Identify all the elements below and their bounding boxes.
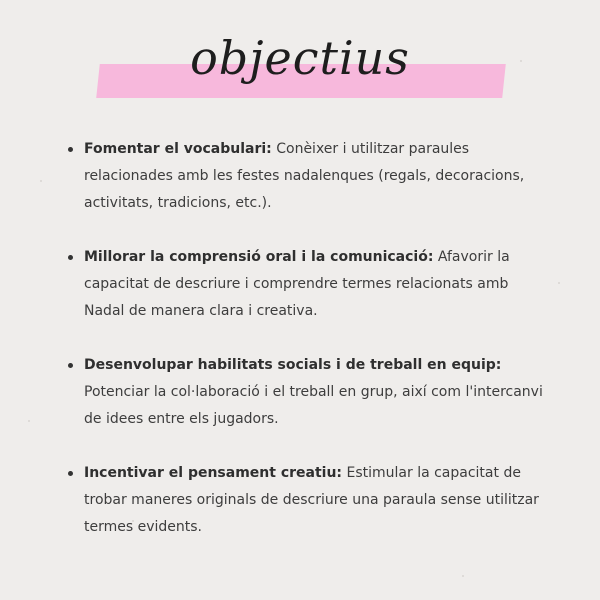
objective-item [66, 244, 546, 325]
bullet-icon [68, 255, 73, 260]
objective-title: Millorar la comprensió oral i la comunicació: [84, 249, 434, 265]
objective-text: Estimular la capacitat de trobar maneres originals de descriure una paraula sense utilitzar termes evidents. [84, 465, 539, 535]
paper-speck [40, 180, 42, 182]
bullet-icon [68, 147, 73, 152]
objective-item [66, 352, 546, 433]
objective-title: Incentivar el pensament creatiu: [84, 465, 343, 481]
objectives-list [66, 136, 546, 568]
objective-item [66, 460, 546, 541]
bullet-icon [68, 471, 73, 476]
objective-title: Desenvolupar habilitats socials i de treball en equip: [84, 357, 502, 373]
paper-speck [28, 420, 30, 422]
paper-speck [462, 575, 464, 577]
objective-text: Afavorir la capacitat de descriure i comprendre termes relacionats amb Nadal de manera clara i creativa. [84, 249, 510, 319]
objective-item [66, 136, 546, 217]
paper-speck [558, 282, 560, 284]
objective-text: Potenciar la col·laboració i el treball en grup, així com l'intercanvi de idees entre els jugadors. [84, 384, 543, 427]
page-title: objectius [190, 31, 410, 85]
objective-text: Conèixer i utilitzar paraules relacionades amb les festes nadalenques (regals, decoracions, activitats, tradicions, etc.). [84, 141, 525, 211]
bullet-icon [68, 363, 73, 368]
objective-title: Fomentar el vocabulari: [84, 141, 272, 157]
title-area [0, 0, 600, 120]
